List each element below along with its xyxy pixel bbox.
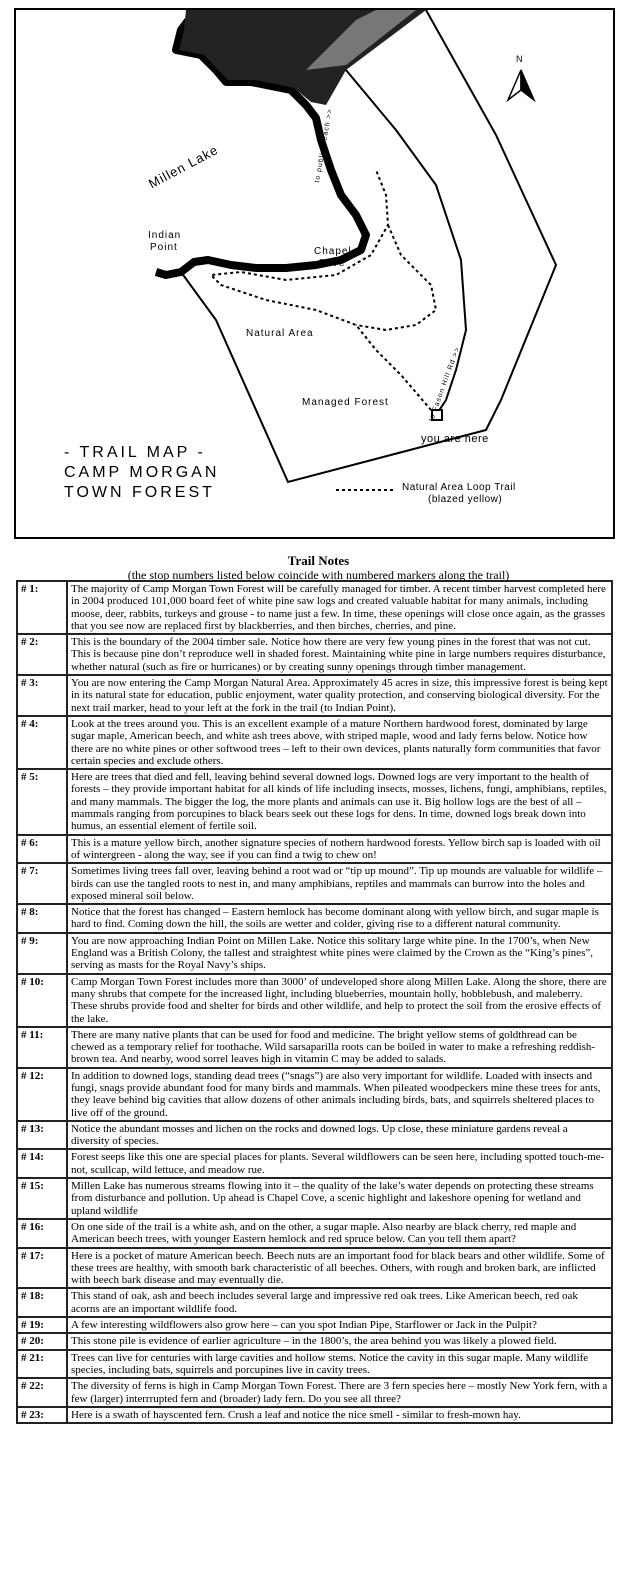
trail-stop-row	[17, 1350, 612, 1379]
trail-stop-row	[17, 974, 612, 1027]
trail-stop-row	[17, 1317, 612, 1333]
north-label: N	[516, 54, 524, 64]
stop-number: # 11:	[17, 1027, 67, 1068]
managed-forest-label: Managed Forest	[302, 397, 389, 408]
chapel-cove-label-1: Chapel	[314, 246, 352, 257]
stop-number: # 6:	[17, 835, 67, 864]
stop-text: The diversity of ferns is high in Camp Morgan Town Forest. There are 3 fern species here – mostly New York fern, with a few (larger) interrrupted fern and (broader) lady fern. Do you see all three?	[67, 1378, 612, 1407]
trail-stop-row	[17, 835, 612, 864]
trail-notes-title: Trail Notes	[287, 553, 350, 568]
stop-text: There are many native plants that can be used for food and medicine. The bright yellow stems of goldthread can be chewed as a temporary relief for toothache. Wild sarsaparilla roots can be boiled in water to make a refreshing reddish-brown tea. And nearby, wood sorrel leaves high in vitamin C may be added to salads.	[67, 1027, 612, 1068]
stop-number: # 17:	[17, 1248, 67, 1289]
stop-text: The majority of Camp Morgan Town Forest will be carefully managed for timber. A recent timber harvest completed here in 2004 produced 101,000 board feet of white pine saw logs and created valuable habitat for many animals, including moose, deer, rabbits, turkeys and grouse - to name just a few. In time, these openings will close once again, as the grasses that you see now are replaced first by blackberries, and then birches, cherries, and pine.	[67, 581, 612, 634]
stop-text: Notice the abundant mosses and lichen on the rocks and downed logs. Up close, these miniature gardens reveal a diversity of species.	[67, 1121, 612, 1150]
stop-text: You are now entering the Camp Morgan Natural Area. Approximately 45 acres in size, this impressive forest is being kept in its natural state for education, public enjoyment, water quality protection, and conserving biological diversity. For the next trail marker, head to your left at the fork in the trail (to Indian Point).	[67, 675, 612, 716]
stop-number: # 20:	[17, 1333, 67, 1349]
stop-number: # 13:	[17, 1121, 67, 1150]
natural-area-label: Natural Area	[246, 328, 314, 339]
stop-text: Trees can live for centuries with large cavities and hollow stems. Notice the cavity in this sugar maple. Many wildlife species, including bats, squirrels and porcupines live in cavity trees.	[67, 1350, 612, 1379]
stop-number: # 8:	[17, 904, 67, 933]
stop-text: This stone pile is evidence of earlier agriculture – in the 1800’s, the area behind you was likely a plowed field.	[67, 1333, 612, 1349]
trail-stop-row	[17, 1178, 612, 1219]
trail-stop-row	[17, 675, 612, 716]
stop-text: In addition to downed logs, standing dead trees (“snags”) are also very important for wildlife. Loaded with insects and fungi, snags provide abundant food for many birds and mammals. When pileated woodpeckers mine these trees for ants, they leave behind big cavities that allow dozens of other animals including birds, bats, and squirrels sheltered places to live off of the ground.	[67, 1068, 612, 1121]
stop-text: Look at the trees around you. This is an excellent example of a mature Northern hardwood forest, dominated by large sugar maple, American beech, and white ash trees above, with striped maple, wood and lady ferns below. Notice how there are no white pines or other softwood trees – left to their own devices, plants naturally form communities that favor certain species and exclude others.	[67, 716, 612, 769]
stop-text: Here is a swath of hayscented fern. Crush a leaf and notice the nice smell - similar to fresh-mown hay.	[67, 1407, 612, 1423]
to-public-beach-label: to public beach >>	[314, 107, 334, 184]
stop-text: Millen Lake has numerous streams flowing into it – the quality of the lake’s water depends on protecting these streams from disturbance and pollution. Up ahead is Chapel Cove, a scenic highlight and lakeshore opening for wetland and upland wildlife	[67, 1178, 612, 1219]
indian-point-label-2: Point	[150, 242, 178, 253]
stop-number: # 23:	[17, 1407, 67, 1423]
trail-stop-row	[17, 634, 612, 675]
trail-stop-row	[17, 1121, 612, 1150]
chapel-cove-label-2: Cove	[318, 258, 346, 269]
stop-number: # 1:	[17, 581, 67, 634]
you-are-here-label: you are here	[421, 433, 489, 445]
stop-text: Camp Morgan Town Forest includes more than 3000’ of undeveloped shore along Millen Lake. Along the shore, there are many shrubs that compete for the increased light, including blueberries, mountain holly, hobblebush, and maleberry. These shrubs provide food and shelter for birds and other wildlife, and help to protect the soil from the erosive effects of the lake.	[67, 974, 612, 1027]
stop-text: Forest seeps like this one are special places for plants. Several wildflowers can be seen here, including spotted touch-me-not, scullcap, wild lettuce, and meadow rue.	[67, 1149, 612, 1178]
trail-notes-table	[16, 580, 613, 1424]
map-title-line-2: CAMP MORGAN	[64, 464, 220, 481]
trail-notes-header	[0, 553, 637, 582]
stop-number: # 10:	[17, 974, 67, 1027]
stop-text: Here is a pocket of mature American beech. Beech nuts are an important food for black bears and other wildlife. Some of these trees are healthy, with smooth bark characteristic of all beeches. Others, with rough and broken bark, are inflicted with beech bark disease and may eventually die.	[67, 1248, 612, 1289]
stop-number: # 18:	[17, 1288, 67, 1317]
to-fason-hill-label: to Fason Hill Rd >>	[428, 345, 462, 423]
trail-notes-subtitle: (the stop numbers listed below coincide with numbered markers along the trail)	[127, 568, 510, 582]
stop-number: # 22:	[17, 1378, 67, 1407]
stop-number: # 5:	[17, 769, 67, 834]
stop-number: # 4:	[17, 716, 67, 769]
map-title-line-3: TOWN FOREST	[64, 484, 215, 501]
stop-number: # 3:	[17, 675, 67, 716]
stop-text: Here are trees that died and fell, leaving behind several downed logs. Downed logs are very important to the health of forests – they provide important habitat for all kinds of life including insects, mosses, lichens, fungi, amphibians, reptiles, and many mammals. The bigger the log, the more plants and animals can use it. Big hollow logs are the best of all – mammals ranging from porcupines to black bears seek out these logs for dens. In time, downed logs break down into humus, an essential element of fertile soil.	[67, 769, 612, 834]
trail-stop-row	[17, 1219, 612, 1248]
legend-label-1: Natural Area Loop Trail	[402, 482, 516, 493]
stop-number: # 2:	[17, 634, 67, 675]
trail-stop-row	[17, 1068, 612, 1121]
stop-number: # 15:	[17, 1178, 67, 1219]
trail-stop-row	[17, 1288, 612, 1317]
trail-stop-row	[17, 1027, 612, 1068]
trail-stop-row	[17, 716, 612, 769]
stop-number: # 12:	[17, 1068, 67, 1121]
trail-stop-row	[17, 581, 612, 634]
trail-stop-row	[17, 1407, 612, 1423]
map-title-line-1: - TRAIL MAP -	[64, 444, 206, 461]
legend-label-2: (blazed yellow)	[428, 494, 503, 505]
stop-text: A few interesting wildflowers also grow here – can you spot Indian Pipe, Starflower or Jack in the Pulpit?	[67, 1317, 612, 1333]
trail-stop-row	[17, 1378, 612, 1407]
trail-stop-row	[17, 1248, 612, 1289]
stop-number: # 7:	[17, 863, 67, 904]
stop-text: You are now approaching Indian Point on Millen Lake. Notice this solitary large white pine. In the 1700’s, when New England was a British Colony, the tallest and straightest white pines were claimed by the Crown as the “King’s pines”, serving as masts for the Royal Navy’s ships.	[67, 933, 612, 974]
stop-text: On one side of the trail is a white ash, and on the other, a sugar maple. Also nearby are black cherry, red maple and American beech trees, with younger Eastern hemlock and red spruce below. Can you tell them apart?	[67, 1219, 612, 1248]
trail-stop-row	[17, 769, 612, 834]
trail-stop-row	[17, 904, 612, 933]
trail-stop-row	[17, 863, 612, 904]
stop-number: # 16:	[17, 1219, 67, 1248]
trail-stop-row	[17, 933, 612, 974]
trail-stop-row	[17, 1333, 612, 1349]
stop-number: # 19:	[17, 1317, 67, 1333]
stop-number: # 9:	[17, 933, 67, 974]
loop-trail	[211, 170, 436, 410]
lake-label: Millen Lake	[146, 141, 221, 192]
stop-number: # 14:	[17, 1149, 67, 1178]
trail-map	[14, 8, 615, 539]
stop-text: This is a mature yellow birch, another signature species of nothern hardwood forests. Yellow birch sap is loaded with oil of wintergreen - along the way, see if you can find a twig to chew on!	[67, 835, 612, 864]
stop-text: Sometimes living trees fall over, leaving behind a root wad or “tip up mound”. Tip up mounds are valuable for wildlife – birds can use the tangled roots to nest in, and many amphibians, reptiles and mammals can burrow into the holes and exposed mineral soil below.	[67, 863, 612, 904]
stop-text: This stand of oak, ash and beech includes several large and impressive red oak trees. Like American beech, red oak acorns are an important wildlife food.	[67, 1288, 612, 1317]
stop-text: This is the boundary of the 2004 timber sale. Notice how there are very few young pines in the forest that was not cut. This is because pine don’t reproduce well in shaded forest. Maintaining white pine in large numbers requires disturbance, whether natural (such as fire or hurricanes) or by creating sunny openings through timber management.	[67, 634, 612, 675]
stop-text: Notice that the forest has changed – Eastern hemlock has become dominant along with yellow birch, and sugar maple is hard to find. Coming down the hill, the soils are wetter and colder, giving rise to a different natural community.	[67, 904, 612, 933]
indian-point-label-1: Indian	[148, 230, 182, 241]
stop-number: # 21:	[17, 1350, 67, 1379]
north-arrow-icon	[508, 70, 534, 100]
trail-stop-row	[17, 1149, 612, 1178]
